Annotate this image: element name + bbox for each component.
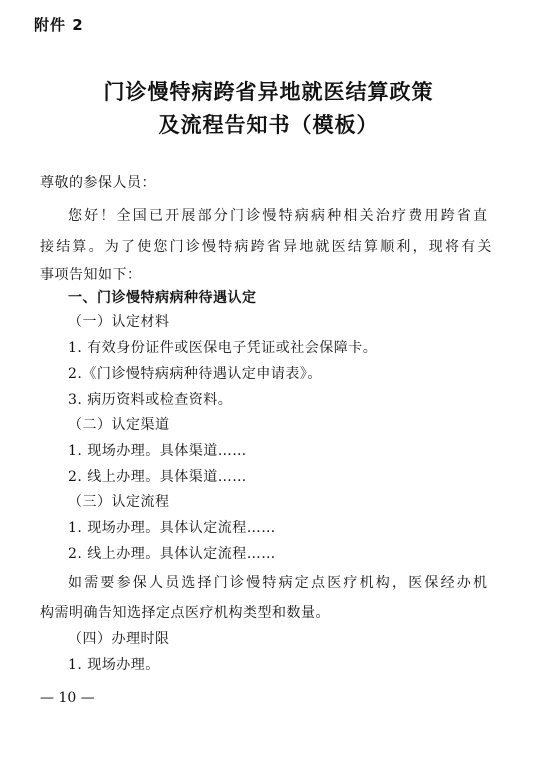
list-item: 2. 线上办理。具体渠道…… <box>68 469 247 485</box>
page-number: — 10 — <box>40 690 95 706</box>
section-heading-1: 一、门诊慢特病病种待遇认定 <box>68 290 257 306</box>
document-title-line-1: 门诊慢特病跨省异地就医结算政策 <box>103 79 434 104</box>
list-item: 1. 现场办理。具体认定流程…… <box>68 520 276 536</box>
list-item: 2. 线上办理。具体认定流程…… <box>68 546 276 562</box>
document-title-line-2: 及流程告知书（模板） <box>158 112 379 137</box>
paragraph-2-line-2: 构需明确告知选择定点医疗机构类型和数量。 <box>40 605 330 621</box>
subsection-heading-2: （二）认定渠道 <box>68 417 170 433</box>
list-item: 1. 有效身份证件或医保电子凭证或社会保障卡。 <box>68 340 378 356</box>
paragraph-1-line-2: 接结算。为了使您门诊慢特病跨省异地就医结算顺利，现将有关 <box>40 239 494 255</box>
subsection-heading-1: （一）认定材料 <box>68 314 170 330</box>
paragraph-1-line-1: 您好！全国已开展部分门诊慢特病病种相关治疗费用跨省直 <box>68 208 490 224</box>
subsection-heading-3: （三）认定流程 <box>68 494 170 510</box>
list-item: 3. 病历资料或检查资料。 <box>68 392 233 408</box>
attachment-label: 附件 2 <box>34 16 84 34</box>
paragraph-2-line-1: 如需要参保人员选择门诊慢特病定点医疗机构，医保经办机 <box>68 575 490 591</box>
paragraph-1-line-3: 事项告知如下： <box>40 267 142 283</box>
subsection-heading-4: （四）办理时限 <box>68 631 170 647</box>
list-item: 1. 现场办理。具体渠道…… <box>68 443 247 459</box>
list-item: 2.《门诊慢特病病种待遇认定申请表》。 <box>68 366 322 382</box>
greeting: 尊敬的参保人员： <box>40 175 156 191</box>
list-item: 1. 现场办理。 <box>68 657 160 673</box>
